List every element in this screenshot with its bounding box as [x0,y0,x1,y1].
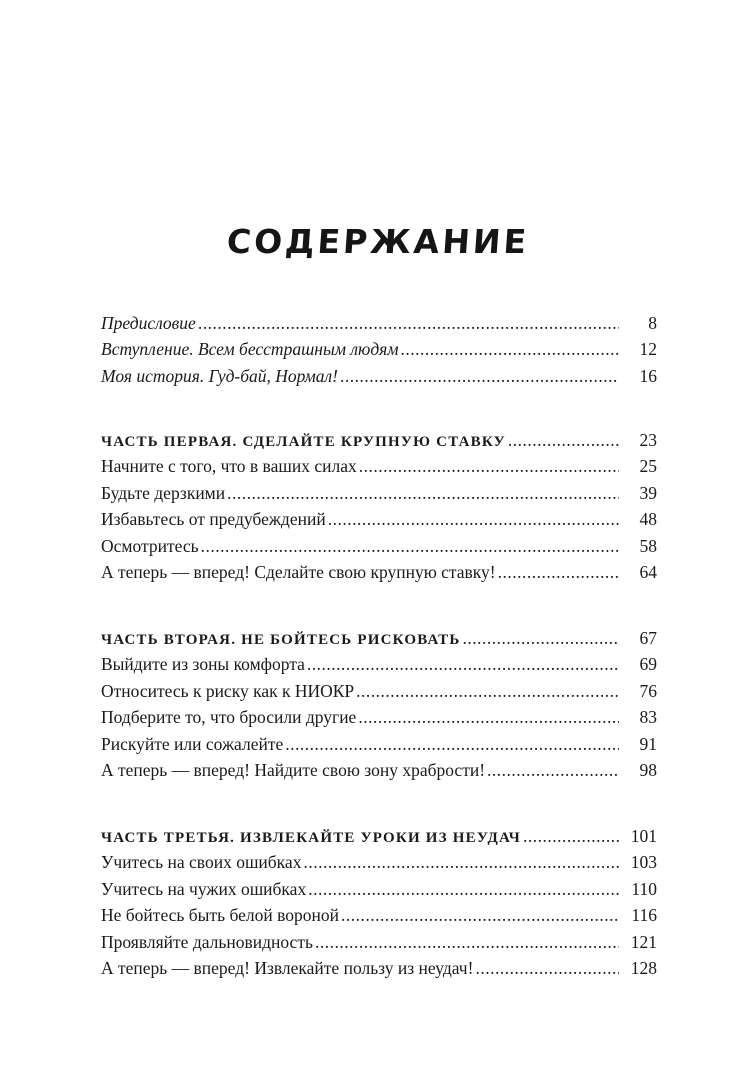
toc-entry-page: 58 [639,535,657,556]
toc-part-heading[interactable] [101,625,657,651]
toc-entry[interactable] [101,480,657,506]
toc-entry-label: Начните с того, что в ваших силах [101,456,357,477]
page-title: СОДЕРЖАНИЕ [225,222,531,261]
toc-entry-page: 8 [648,313,657,333]
toc-part-one-section [101,427,657,585]
dot-leader [508,427,619,453]
toc-entry-page: 128 [630,957,657,978]
toc-entry-label: Учитесь на чужих ошибках [101,878,307,899]
dot-leader [315,929,619,955]
toc-entry-page: 101 [630,826,657,846]
toc-entry-label: Предисловие [101,313,196,333]
toc-entry-page: 23 [639,430,657,450]
dot-leader [303,849,619,875]
toc-entry[interactable] [101,336,657,362]
toc-entry-page: 103 [630,852,657,873]
toc-entry-page: 76 [639,680,657,701]
toc-entry-page: 69 [639,654,657,675]
toc-part-title: ЧАСТЬ ПЕРВАЯ. СДЕЛАЙТЕ КРУПНУЮ СТАВКУ [101,434,506,450]
dot-leader [227,480,619,506]
toc-part-title: ЧАСТЬ ВТОРАЯ. НЕ БОЙТЕСЬ РИСКОВАТЬ [101,632,461,648]
dot-leader [498,559,619,585]
toc-entry-page: 12 [639,339,657,360]
dot-leader [198,310,619,336]
toc-entry-page: 110 [631,878,657,899]
toc-entry-label: Будьте дерзкими [101,482,226,503]
toc-entry[interactable] [101,651,657,677]
dot-leader [340,363,619,389]
toc-entry-page: 98 [639,759,657,780]
toc-entry-page: 25 [639,456,657,477]
dot-leader [463,625,620,651]
dot-leader [341,902,619,928]
toc-entry-page: 67 [639,628,657,648]
toc-entry-label: Избавьтесь от предубеждений [101,509,326,530]
toc-entry-page: 116 [631,905,657,926]
toc-part-heading[interactable] [101,427,657,453]
toc-entry-page: 16 [639,365,657,386]
toc-entry-label: Моя история. Гуд-бай, Нормал! [101,365,338,386]
dot-leader [523,823,619,849]
toc-part-heading[interactable] [101,823,657,849]
toc-entry-label: Не бойтесь быть белой вороной [101,905,339,926]
toc-entry[interactable] [101,678,657,704]
toc-entry[interactable] [101,929,657,955]
toc-entry-label: Вступление. Всем бесстрашным людям [101,339,399,360]
dot-leader [201,533,619,559]
toc-entry-label: Относитесь к риску как к НИОКР [101,680,355,701]
dot-leader [359,453,619,479]
toc-entry-label: Рискуйте или сожалейте [101,733,284,754]
dot-leader [307,651,619,677]
dot-leader [400,336,619,362]
toc-entry-page: 91 [639,733,657,754]
toc-entry-page: 64 [639,561,657,582]
toc-entry-label: А теперь — вперед! Найдите свою зону храбрости! [101,759,486,780]
toc-entry[interactable] [101,876,657,902]
toc-entry[interactable] [101,955,657,981]
toc-intro-section [101,310,657,389]
toc-entry[interactable] [101,849,657,875]
toc-entry[interactable] [101,902,657,928]
toc-part-two-section [101,625,657,783]
toc-entry[interactable] [101,731,657,757]
toc-entry[interactable] [101,704,657,730]
dot-leader [487,757,619,783]
toc-entry-label: Подберите то, что бросили другие [101,707,357,728]
toc-entry-label: Проявляйте дальновидность [101,931,313,952]
toc-entry-page: 83 [639,707,657,728]
dot-leader [356,678,619,704]
toc-entry[interactable] [101,757,657,783]
toc-entry[interactable] [101,533,657,559]
toc-entry[interactable] [101,363,657,389]
dot-leader [328,506,619,532]
toc-entry-label: Учитесь на своих ошибках [101,852,302,873]
toc-entry-page: 121 [630,931,657,952]
toc-entry[interactable] [101,559,657,585]
toc-entry-page: 39 [639,482,657,503]
dot-leader [308,876,619,902]
toc-part-three-section [101,823,657,981]
toc-entry[interactable] [101,310,657,336]
toc-entry-page: 48 [639,509,657,530]
dot-leader [475,955,619,981]
dot-leader [358,704,619,730]
toc-entry-label: А теперь — вперед! Сделайте свою крупную ставку! [101,561,496,582]
toc-entry-label: А теперь — вперед! Извлекайте пользу из неудач! [101,957,474,978]
toc-part-title: ЧАСТЬ ТРЕТЬЯ. ИЗВЛЕКАЙТЕ УРОКИ ИЗ НЕУДАЧ [101,830,521,846]
toc-entry[interactable] [101,506,657,532]
toc-entry[interactable] [101,453,657,479]
toc-entry-label: Выйдите из зоны комфорта [101,654,305,675]
dot-leader [285,731,619,757]
toc-entry-label: Осмотритесь [101,535,199,556]
